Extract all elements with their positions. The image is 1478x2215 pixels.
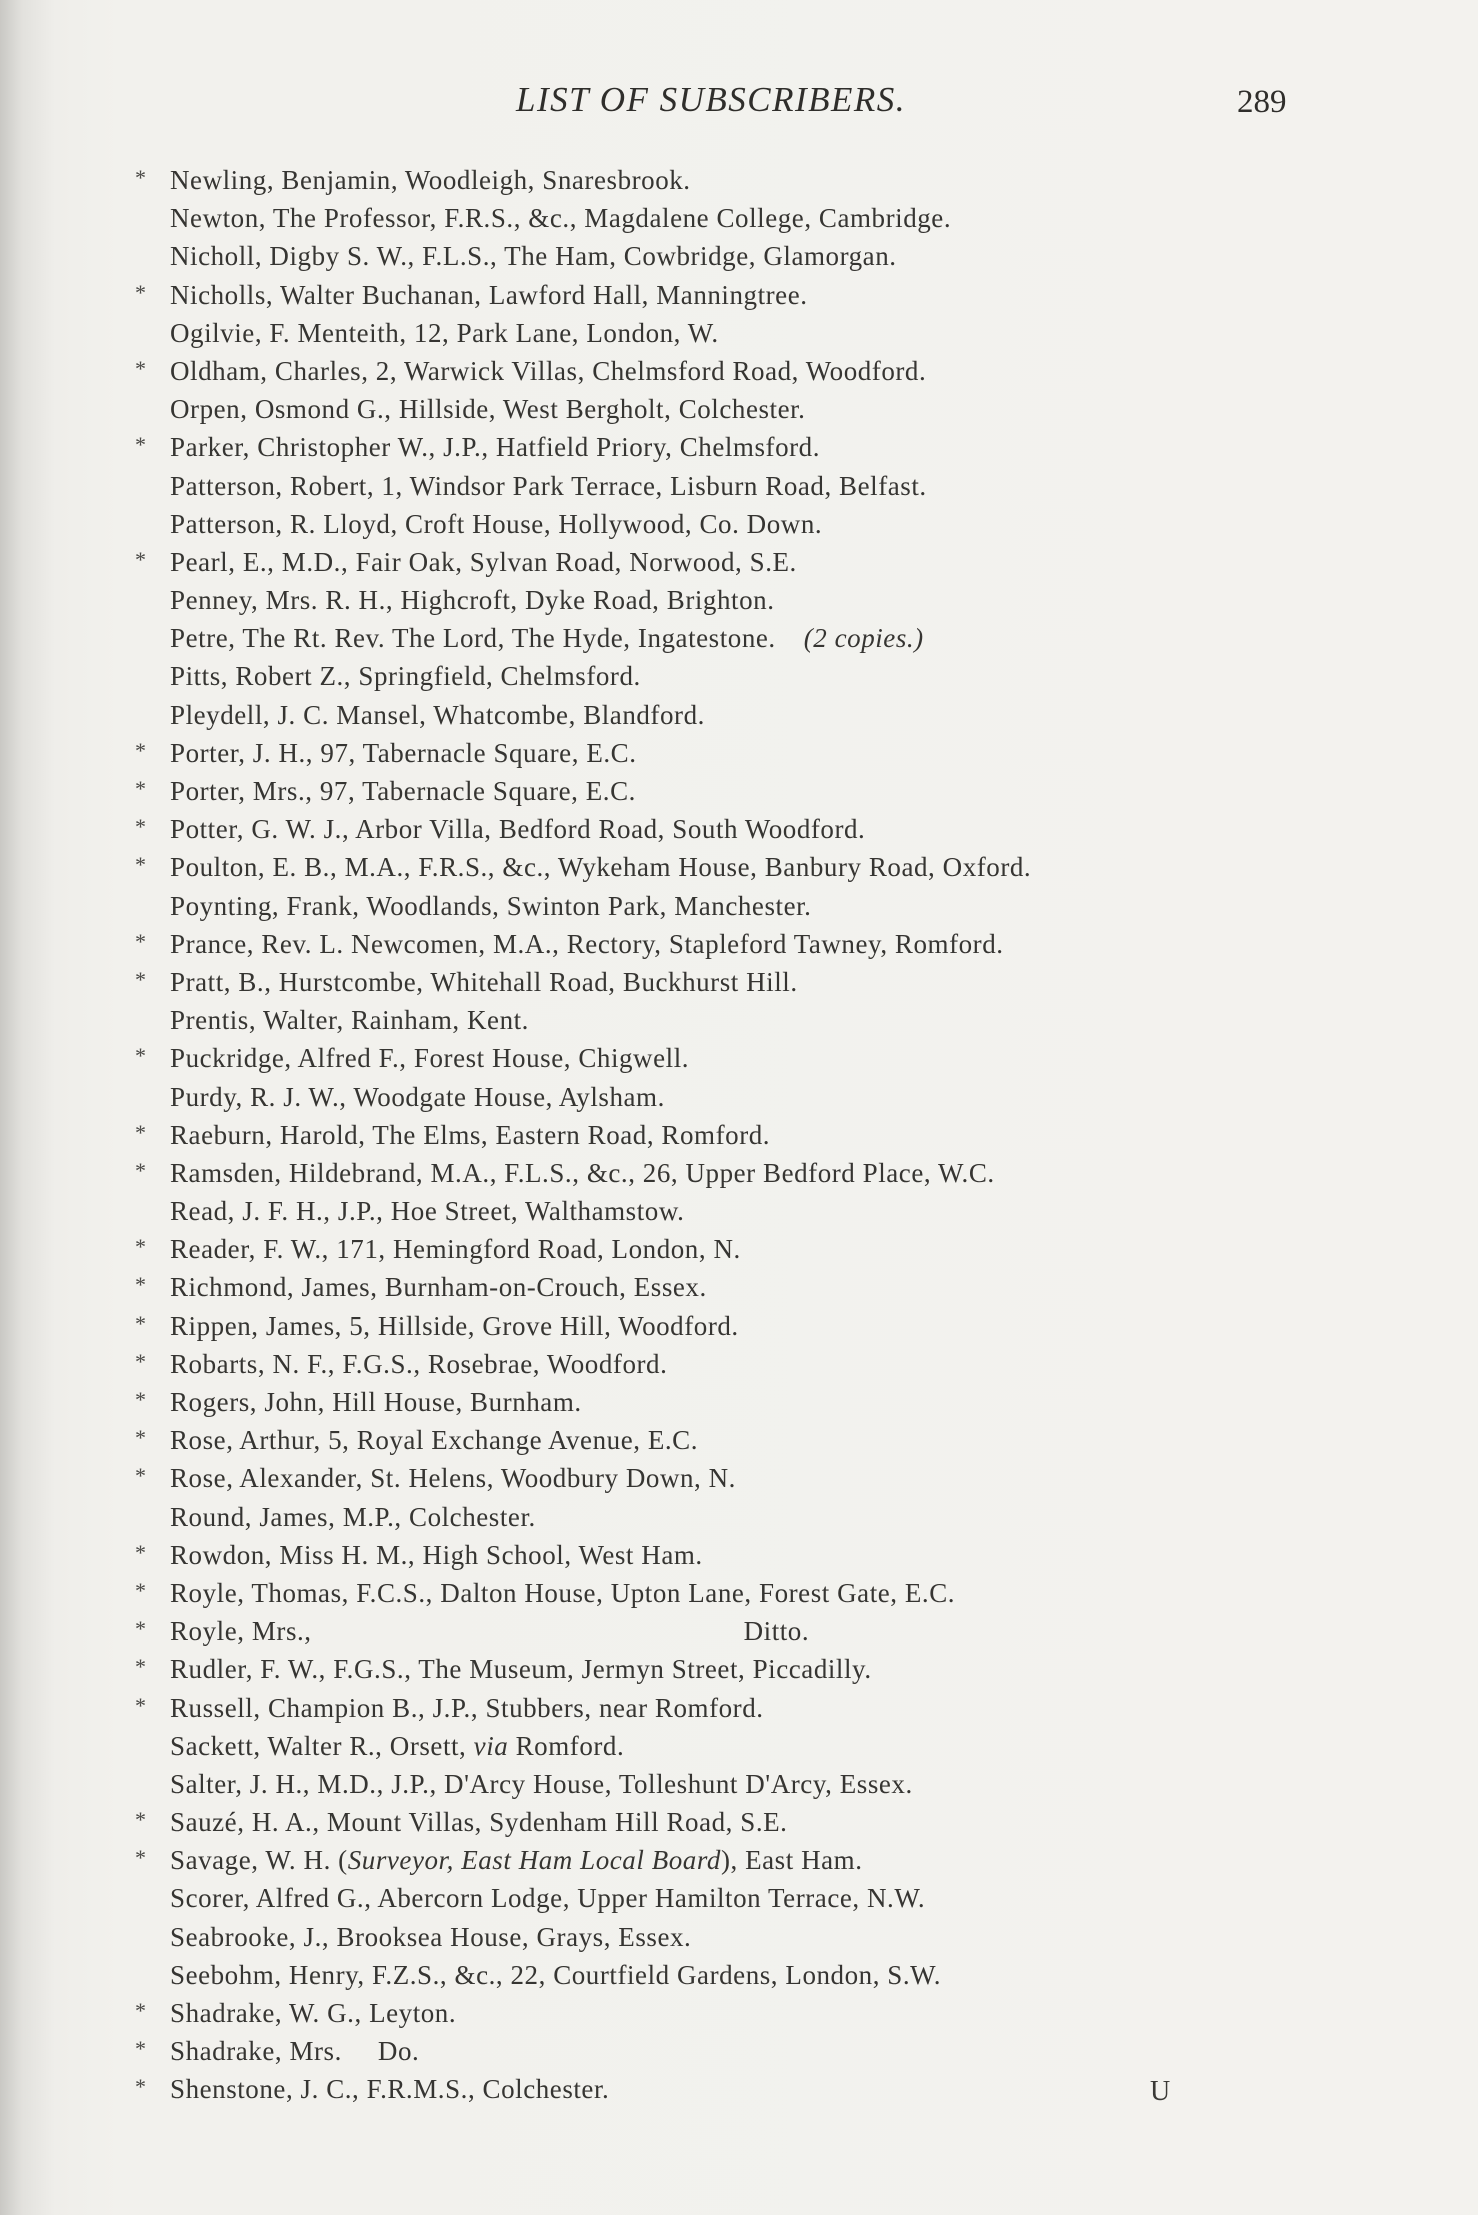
list-item <box>132 1383 1332 1421</box>
list-item <box>132 1765 1332 1803</box>
asterisk-mark: * <box>135 1463 147 1489</box>
list-item <box>132 734 1332 772</box>
asterisk-mark: * <box>135 432 147 458</box>
subscriber-name-address: Penney, Mrs. R. H., Highcroft, Dyke Road, Brighton. <box>170 585 775 616</box>
subscriber-entry-text <box>170 772 636 810</box>
list-item <box>132 1918 1332 1956</box>
asterisk-mark: * <box>135 1348 147 1374</box>
page-number: 289 <box>1237 84 1287 120</box>
subscriber-entry-text <box>170 1841 863 1879</box>
list-item <box>132 1841 1332 1879</box>
subscriber-name-address: Rippen, James, 5, Hillside, Grove Hill, Woodford. <box>170 1310 739 1341</box>
subscriber-name-address: Scorer, Alfred G., Abercorn Lodge, Upper Hamilton Terrace, N.W. <box>170 1883 926 1914</box>
list-item <box>132 1421 1332 1459</box>
list-item <box>132 925 1332 963</box>
subscriber-entry-text <box>170 1650 872 1688</box>
list-item <box>132 276 1332 314</box>
list-item <box>132 887 1332 925</box>
subscriber-name-address: Potter, G. W. J., Arbor Villa, Bedford Road, South Woodford. <box>170 814 866 845</box>
subscriber-name-address: Prance, Rev. L. Newcomen, M.A., Rectory, Stapleford Tawney, Romford. <box>170 928 1004 959</box>
asterisk-mark: * <box>135 852 147 878</box>
list-item <box>132 1459 1332 1497</box>
subscriber-entry-text <box>170 1268 707 1306</box>
asterisk-mark: * <box>135 546 147 572</box>
subscriber-entry-text <box>170 1421 698 1459</box>
list-item <box>132 1345 1332 1383</box>
subscriber-name-address: Pratt, B., Hurstcombe, Whitehall Road, Buckhurst Hill. <box>170 966 798 997</box>
subscriber-list <box>132 161 1332 2109</box>
subscriber-entry-text <box>170 1383 582 1421</box>
subscriber-entry-text <box>170 1078 665 1116</box>
asterisk-mark: * <box>135 355 147 381</box>
asterisk-mark: * <box>135 1692 147 1718</box>
subscriber-name-address: Newton, The Professor, F.R.S., &c., Magdalene College, Cambridge. <box>170 203 952 234</box>
asterisk-mark: * <box>135 814 147 840</box>
subscriber-name-address: Orpen, Osmond G., Hillside, West Bergholt, Colchester. <box>170 394 806 425</box>
subscriber-name-address: Nicholl, Digby S. W., F.L.S., The Ham, Cowbridge, Glamorgan. <box>170 241 897 272</box>
asterisk-mark: * <box>135 1119 147 1145</box>
subscriber-entry-text <box>170 1574 955 1612</box>
list-item <box>132 1994 1332 2032</box>
subscriber-name-address: Pleydell, J. C. Mansel, Whatcombe, Blandford. <box>170 699 705 730</box>
subscriber-entry-text <box>170 352 926 390</box>
subscriber-name-address: Sauzé, H. A., Mount Villas, Sydenham Hill Road, S.E. <box>170 1807 788 1838</box>
subscriber-entry-text <box>170 1498 536 1536</box>
subscriber-entry-text <box>170 1879 925 1917</box>
subscriber-entry-text <box>170 237 897 275</box>
list-item <box>132 619 1332 657</box>
asterisk-mark: * <box>135 966 147 992</box>
list-item <box>132 1268 1332 1306</box>
subscriber-entry-text <box>170 1689 764 1727</box>
subscriber-entry-text <box>170 1307 739 1345</box>
subscriber-name-address: Royle, Thomas, F.C.S., Dalton House, Upton Lane, Forest Gate, E.C. <box>170 1577 956 1608</box>
italic-note: Surveyor, East Ham Local Board <box>347 1845 721 1876</box>
list-item <box>132 505 1332 543</box>
list-item <box>132 581 1332 619</box>
subscriber-entry-text <box>170 1459 736 1497</box>
subscriber-name-address: Porter, Mrs., 97, Tabernacle Square, E.C. <box>170 776 636 806</box>
asterisk-mark: * <box>135 1845 147 1871</box>
subscriber-entry-text <box>170 428 820 466</box>
list-item <box>132 772 1332 810</box>
asterisk-mark: * <box>135 1234 147 1260</box>
asterisk-mark: * <box>135 2036 147 2062</box>
list-item <box>132 1001 1332 1039</box>
list-item <box>132 1956 1332 1994</box>
subscriber-name-address: Shenstone, J. C., F.R.M.S., Colchester. <box>170 2074 610 2105</box>
list-item <box>132 1039 1332 1077</box>
subscriber-entry-text <box>170 963 798 1001</box>
signature-mark: U <box>1150 2076 1172 2107</box>
subscriber-name-address: Seebohm, Henry, F.Z.S., &c., 22, Courtfield Gardens, London, S.W. <box>170 1959 942 1990</box>
asterisk-mark: * <box>135 1654 147 1680</box>
list-item <box>132 199 1332 237</box>
list-item <box>132 1078 1332 1116</box>
list-item <box>132 1689 1332 1727</box>
list-item <box>132 467 1332 505</box>
asterisk-mark: * <box>135 279 147 305</box>
copies-note: (2 copies.) <box>803 623 924 654</box>
subscriber-entry-text <box>170 887 811 925</box>
list-item <box>132 352 1332 390</box>
ditto-mark: Do. <box>377 2036 420 2067</box>
list-item <box>132 543 1332 581</box>
subscriber-name-address: Shadrake, W. G., Leyton. <box>170 1998 457 2028</box>
subscriber-entry-text <box>170 810 865 848</box>
subscriber-entry-text <box>170 619 924 657</box>
subscriber-name-address: Rowdon, Miss H. M., High School, West Ham. <box>170 1539 703 1570</box>
list-item <box>132 1727 1332 1765</box>
list-item <box>132 1803 1332 1841</box>
subscriber-name-address: Patterson, Robert, 1, Windsor Park Terrace, Lisburn Road, Belfast. <box>170 470 927 501</box>
subscriber-entry-text <box>170 276 808 314</box>
subscriber-name-address: Seabrooke, J., Brooksea House, Grays, Essex. <box>170 1921 692 1952</box>
list-item <box>132 1574 1332 1612</box>
ditto-mark: Ditto. <box>743 1616 810 1647</box>
subscriber-name-address: Poynting, Frank, Woodlands, Swinton Park, Manchester. <box>170 890 812 921</box>
subscriber-name-address: Rose, Arthur, 5, Royal Exchange Avenue, E.C. <box>170 1425 699 1456</box>
subscriber-entry-text <box>170 161 691 199</box>
subscriber-name-address: Porter, J. H., 97, Tabernacle Square, E.C. <box>170 737 637 768</box>
subscriber-entry-text <box>170 1345 667 1383</box>
subscriber-name-address: Raeburn, Harold, The Elms, Eastern Road, Romford. <box>170 1119 771 1150</box>
subscriber-entry-text <box>170 1230 741 1268</box>
subscriber-entry-text <box>170 734 637 772</box>
asterisk-mark: * <box>135 1157 147 1183</box>
list-item <box>132 1650 1332 1688</box>
subscriber-name-address: Nicholls, Walter Buchanan, Lawford Hall, Manningtree. <box>170 279 808 310</box>
list-item <box>132 657 1332 695</box>
list-item <box>132 1230 1332 1268</box>
subscriber-entry-text <box>170 2032 419 2070</box>
subscriber-entry-text <box>170 1536 703 1574</box>
subscriber-name-address: Robarts, N. F., F.G.S., Rosebrae, Woodford. <box>170 1348 668 1379</box>
asterisk-mark: * <box>135 1043 147 1069</box>
subscriber-entry-text <box>170 1765 913 1803</box>
subscriber-entry-text <box>170 199 951 237</box>
asterisk-mark: * <box>135 1425 147 1451</box>
list-item <box>132 428 1332 466</box>
subscriber-entry-text <box>170 581 775 619</box>
subscriber-name-address: Savage, W. H. ( <box>170 1845 348 1876</box>
list-item <box>132 810 1332 848</box>
subscriber-name-address: Oldham, Charles, 2, Warwick Villas, Chelmsford Road, Woodford. <box>170 355 927 386</box>
list-item <box>132 1536 1332 1574</box>
subscriber-name-address: Pearl, E., M.D., Fair Oak, Sylvan Road, Norwood, S.E. <box>170 546 797 577</box>
list-item <box>132 314 1332 352</box>
subscriber-entry-text <box>170 657 641 695</box>
subscriber-name-address: Puckridge, Alfred F., Forest House, Chigwell. <box>170 1043 690 1074</box>
subscriber-entry-text <box>170 1612 809 1650</box>
list-item <box>132 2032 1332 2070</box>
list-item <box>132 161 1332 199</box>
asterisk-mark: * <box>135 1387 147 1412</box>
subscriber-name-address: Rogers, John, Hill House, Burnham. <box>170 1387 582 1417</box>
asterisk-mark: * <box>135 1577 147 1603</box>
via-word: via <box>473 1730 509 1761</box>
subscriber-entry-text <box>170 505 822 543</box>
subscriber-name-address: Royle, Mrs., <box>170 1616 312 1647</box>
subscriber-name-address: Round, James, M.P., Colchester. <box>170 1501 536 1532</box>
subscriber-entry-text <box>170 1039 689 1077</box>
subscriber-entry-text <box>170 1154 995 1192</box>
subscriber-name-address: Poulton, E. B., M.A., F.R.S., &c., Wykeham House, Banbury Road, Oxford. <box>170 852 1032 883</box>
list-item <box>132 848 1332 886</box>
subscriber-name-address: Sackett, Walter R., Orsett, <box>170 1730 467 1761</box>
subscriber-name-address: Parker, Christopher W., J.P., Hatfield Priory, Chelmsford. <box>170 432 821 463</box>
subscriber-entry-text <box>170 1727 624 1765</box>
list-item <box>132 1879 1332 1917</box>
list-item <box>132 1192 1332 1230</box>
asterisk-mark: * <box>135 776 147 801</box>
list-item <box>132 1498 1332 1536</box>
list-item <box>132 1116 1332 1154</box>
asterisk-mark: * <box>135 1539 147 1565</box>
subscriber-entry-text <box>170 1956 941 1994</box>
asterisk-mark: * <box>135 1310 147 1336</box>
subscriber-name-address: Shadrake, Mrs. <box>170 2036 342 2067</box>
subscriber-entry-text <box>170 543 797 581</box>
subscriber-entry-text <box>170 1001 529 1039</box>
list-item <box>132 696 1332 734</box>
subscriber-name-address: Rose, Alexander, St. Helens, Woodbury Down, N. <box>170 1463 736 1494</box>
subscriber-entry-text <box>170 2070 609 2108</box>
subscriber-entry-text <box>170 696 705 734</box>
subscriber-name-address: Petre, The Rt. Rev. The Lord, The Hyde, Ingatestone. <box>170 623 776 654</box>
subscriber-entry-text <box>170 1116 770 1154</box>
asterisk-mark: * <box>135 1616 147 1642</box>
list-item <box>132 390 1332 428</box>
asterisk-mark: * <box>135 928 147 954</box>
list-item <box>132 1154 1332 1192</box>
subscriber-name-address: Newling, Benjamin, Woodleigh, Snaresbrook. <box>170 165 691 195</box>
subscriber-entry-text <box>170 390 805 428</box>
subscriber-name-address: Patterson, R. Lloyd, Croft House, Hollywood, Co. Down. <box>170 508 823 539</box>
asterisk-mark: * <box>135 737 147 763</box>
subscriber-name-address: Reader, F. W., 171, Hemingford Road, London, N. <box>170 1234 741 1265</box>
asterisk-mark: * <box>135 1998 147 2023</box>
entry-continuation: ), East Ham. <box>720 1845 863 1876</box>
page-header <box>0 80 1478 130</box>
asterisk-mark: * <box>135 1272 147 1298</box>
subscriber-name-address: Purdy, R. J. W., Woodgate House, Aylsham. <box>170 1081 665 1112</box>
running-title: LIST OF SUBSCRIBERS. <box>516 80 907 119</box>
list-item <box>132 1612 1332 1650</box>
subscriber-entry-text <box>170 1918 691 1956</box>
subscriber-entry-text <box>170 467 927 505</box>
subscriber-entry-text <box>170 1994 456 2032</box>
subscriber-name-address: Salter, J. H., M.D., J.P., D'Arcy House, Tolleshunt D'Arcy, Essex. <box>170 1768 913 1799</box>
subscriber-entry-text <box>170 1192 684 1230</box>
list-item <box>132 1307 1332 1345</box>
subscriber-name-address: Read, J. F. H., J.P., Hoe Street, Walthamstow. <box>170 1196 685 1227</box>
subscriber-name-address: Pitts, Robert Z., Springfield, Chelmsford. <box>170 661 641 692</box>
subscriber-name-address: Russell, Champion B., J.P., Stubbers, near Romford. <box>170 1692 764 1723</box>
entry-continuation: Romford. <box>508 1730 625 1761</box>
subscriber-name-address: Prentis, Walter, Rainham, Kent. <box>170 1005 529 1036</box>
subscriber-name-address: Ogilvie, F. Menteith, 12, Park Lane, London, W. <box>170 317 719 348</box>
subscriber-entry-text <box>170 925 1004 963</box>
subscriber-entry-text <box>170 314 719 352</box>
subscriber-entry-text <box>170 1803 787 1841</box>
asterisk-mark: * <box>135 2074 147 2100</box>
asterisk-mark: * <box>135 1807 147 1833</box>
asterisk-mark: * <box>135 165 147 190</box>
subscriber-name-address: Ramsden, Hildebrand, M.A., F.L.S., &c., 26, Upper Bedford Place, W.C. <box>170 1157 995 1188</box>
subscriber-name-address: Richmond, James, Burnham-on-Crouch, Essex. <box>170 1272 707 1303</box>
subscriber-name-address: Rudler, F. W., F.G.S., The Museum, Jermyn Street, Piccadilly. <box>170 1654 872 1685</box>
subscriber-entry-text <box>170 848 1031 886</box>
list-item <box>132 237 1332 275</box>
list-item <box>132 963 1332 1001</box>
